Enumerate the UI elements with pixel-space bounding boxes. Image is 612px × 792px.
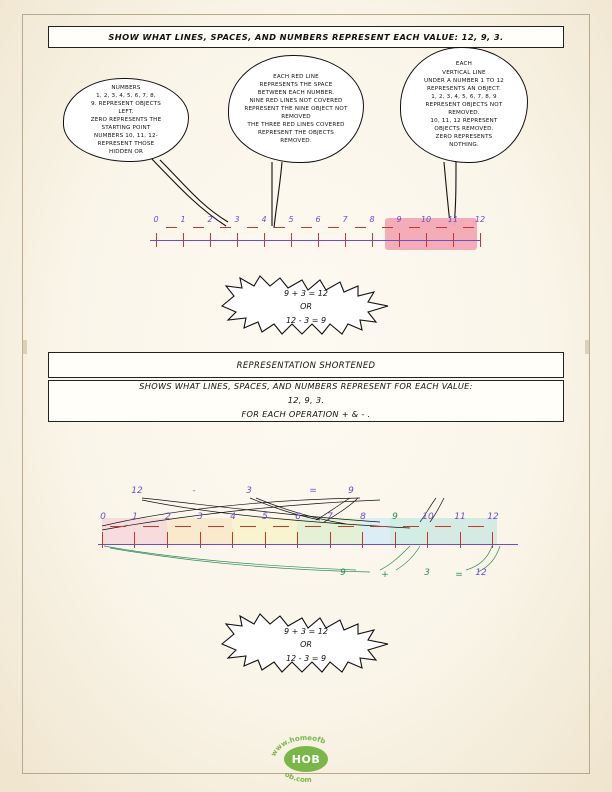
lower-label-2: 2 <box>165 512 171 522</box>
burst-top-line2: OR <box>300 302 312 312</box>
lower-dash <box>175 526 191 527</box>
numberline-tick <box>318 233 319 247</box>
paper-edge-right <box>585 340 590 354</box>
callout3-line-6: REMOVED. <box>448 110 480 117</box>
burst-bottom-line3: 12 - 3 = 9 <box>285 653 327 663</box>
numberline-label-9: 9 <box>396 215 402 224</box>
lower-tick <box>102 532 103 548</box>
lower-tick <box>232 532 233 548</box>
lower-bottom-expr-4: 12 <box>475 568 487 578</box>
callout1-line-2: 9. REPRESENT OBJECTS <box>90 100 162 107</box>
numberline-label-8: 8 <box>369 215 375 224</box>
lower-tick <box>200 532 201 548</box>
numberline-tick <box>237 233 238 247</box>
lower-bottom-expr-1: + <box>381 570 389 580</box>
numberline-dash <box>220 227 231 228</box>
numberline-label-11: 11 <box>447 215 459 224</box>
lower-dash <box>240 526 256 527</box>
numberline-tick <box>345 233 346 247</box>
callout3-line-4: 1, 2, 3, 4, 5, 6, 7, 8, 9 <box>431 93 497 100</box>
lower-dash <box>208 526 224 527</box>
numbers-callout <box>63 78 189 162</box>
callout2-line-7: REPRESENT THE OBJECTS <box>257 130 335 137</box>
lower-axis <box>98 544 518 545</box>
callout1-line-3: LEFT. <box>118 108 134 115</box>
callout1-line-0: NUMBERS <box>111 84 141 91</box>
shortened-desc <box>139 380 472 422</box>
numberline-tick <box>399 233 400 247</box>
callout3-line-2: UNDER A NUMBER 1 TO 12 <box>424 77 504 84</box>
numberline-dash <box>193 227 204 228</box>
lower-tick <box>330 532 331 548</box>
callout1-line-8: HIDDEN OR <box>108 149 144 156</box>
callout2-line-8: REMOVED. <box>280 138 312 145</box>
paper-edge-left <box>22 340 27 354</box>
callout3-line-7: 10, 11, 12 REPRESENT <box>430 118 498 125</box>
page-title: SHOW WHAT LINES, SPACES, AND NUMBERS REPRESENT EACH VALUE: 12, 9, 3. <box>108 32 504 42</box>
lower-tick <box>265 532 266 548</box>
callout1-line-5: STARTING POINT <box>101 125 151 132</box>
burst-bottom-line1: 9 + 3 = 12 <box>284 626 328 636</box>
lower-tick <box>395 532 396 548</box>
lower-bottom-expr-3: = <box>455 570 463 580</box>
lower-label-10: 10 <box>422 512 434 522</box>
lower-top-expr-3: = <box>309 486 317 496</box>
lower-dash <box>403 526 419 527</box>
numberline-tick <box>480 233 481 247</box>
lower-dash <box>468 526 484 527</box>
lower-top-expr-1: - <box>192 486 196 496</box>
numberline-top <box>150 215 486 255</box>
lower-tick <box>134 532 135 548</box>
numberline-dash <box>328 227 339 228</box>
lower-dash <box>110 526 126 527</box>
shortened-desc-line2: 12, 9, 3. <box>287 395 325 406</box>
callout3-line-5: REPRESENT OBJECTS NOT <box>425 101 503 108</box>
footer-logo[interactable] <box>266 733 346 785</box>
lower-label-1: 1 <box>132 512 138 522</box>
numberline-label-5: 5 <box>288 215 294 224</box>
callout1-line-4: ZERO REPRESENTS THE <box>90 116 162 123</box>
shortened-heading: REPRESENTATION SHORTENED <box>236 360 376 370</box>
callout3-line-0: EACH <box>455 61 473 68</box>
numberline-dash <box>301 227 312 228</box>
numberline-dash <box>463 227 474 228</box>
lower-diagram <box>80 470 532 595</box>
numberline-tick <box>453 233 454 247</box>
lower-bottom-expr-0: 9 <box>340 568 346 578</box>
callout1-line-6: NUMBERS 10, 11, 12- <box>94 133 158 140</box>
numberline-dash <box>382 227 393 228</box>
numberline-dash <box>409 227 420 228</box>
lower-dash <box>305 526 321 527</box>
numberline-tick <box>183 233 184 247</box>
burst-top-line3: 12 - 3 = 9 <box>285 315 327 325</box>
callout1-line-7: REPRESENT THOSE <box>97 141 155 148</box>
lower-tick <box>362 532 363 548</box>
lower-label-11: 11 <box>454 512 466 522</box>
lower-tick <box>460 532 461 548</box>
numberline-dash <box>247 227 258 228</box>
numberline-label-2: 2 <box>207 215 213 224</box>
numberline-tick <box>264 233 265 247</box>
numberline-dash <box>166 227 177 228</box>
numberline-tick <box>426 233 427 247</box>
callout2-line-3: NINE RED LINES NOT COVERED <box>249 97 343 104</box>
shortened-heading-box <box>48 352 564 378</box>
numberline-axis <box>150 240 480 241</box>
callout2-line-4: REPRESENT THE NINE OBJECT NOT <box>244 105 348 112</box>
lower-top-expr-2: 3 <box>246 486 252 496</box>
callout2-line-1: REPRESENTS THE SPACE <box>259 81 333 88</box>
numberline-dash <box>274 227 285 228</box>
lower-label-8: 8 <box>360 512 366 522</box>
red-line-callout <box>228 55 364 163</box>
lower-dash <box>338 526 354 527</box>
numberline-tick <box>372 233 373 247</box>
numberline-label-3: 3 <box>234 215 240 224</box>
lower-label-6: 6 <box>295 512 301 522</box>
lower-label-12: 12 <box>487 512 499 522</box>
lower-tick <box>167 532 168 548</box>
lower-top-expr-4: 9 <box>348 486 354 496</box>
numberline-label-7: 7 <box>342 215 348 224</box>
numberline-tick <box>291 233 292 247</box>
lower-dash <box>273 526 289 527</box>
numberline-label-10: 10 <box>420 215 432 224</box>
shortened-desc-box <box>48 380 564 422</box>
callout2-line-0: EACH RED LINE <box>273 73 319 80</box>
callout3-line-3: REPRESENTS AN OBJECT. <box>426 85 502 92</box>
numberline-tick <box>210 233 211 247</box>
burst-top-line1: 9 + 3 = 12 <box>284 288 328 298</box>
callout3-line-9: ZERO REPRESENTS <box>435 134 493 141</box>
svg-text:www.homeofb: www.homeofb <box>269 733 327 758</box>
shortened-desc-line3: FOR EACH OPERATION + & - . <box>241 408 371 419</box>
numberline-label-1: 1 <box>180 215 186 224</box>
vertical-line-callout <box>400 47 528 163</box>
numberline-dash <box>436 227 447 228</box>
equation-burst-top <box>216 272 396 342</box>
numberline-label-12: 12 <box>474 215 486 224</box>
lower-bottom-expr-2: 3 <box>424 568 430 578</box>
lower-label-7: 7 <box>327 512 333 522</box>
burst-bottom-line2: OR <box>300 640 312 650</box>
callout3-line-1: VERTICAL LINE <box>442 69 486 76</box>
numberline-label-4: 4 <box>261 215 267 224</box>
callout1-line-1: 1, 2, 3, 4, 5, 6, 7, 8, <box>96 92 156 99</box>
lower-tick <box>427 532 428 548</box>
lower-label-0: 0 <box>100 512 106 522</box>
svg-text:ob.com: ob.com <box>283 770 312 785</box>
lower-label-5: 5 <box>262 512 268 522</box>
equation-burst-bottom <box>216 610 396 680</box>
logo-badge: HOB <box>284 746 328 772</box>
lower-tick <box>297 532 298 548</box>
lower-label-9: 9 <box>392 512 398 522</box>
lower-dash <box>370 526 386 527</box>
numberline-label-6: 6 <box>315 215 321 224</box>
lower-label-3: 3 <box>197 512 203 522</box>
lower-top-expr-0: 12 <box>131 486 143 496</box>
callout2-line-2: BETWEEN EACH NUMBER. <box>257 89 335 96</box>
lower-dash <box>143 526 159 527</box>
lower-dash <box>435 526 451 527</box>
numberline-label-0: 0 <box>153 215 159 224</box>
callout2-line-6: THE THREE RED LINES COVERED <box>247 122 345 129</box>
numberline-dash <box>355 227 366 228</box>
callout2-line-5: REMOVED <box>281 114 311 121</box>
callout3-line-10: NOTHING. <box>449 142 479 149</box>
callout3-line-8: OBJECTS REMOVED. <box>434 126 494 133</box>
lower-label-4: 4 <box>230 512 236 522</box>
lower-tick <box>492 532 493 548</box>
numberline-tick <box>156 233 157 247</box>
shortened-desc-line1: SHOWS WHAT LINES, SPACES, AND NUMBERS REPRESENT FOR EACH VALUE: <box>139 381 473 392</box>
